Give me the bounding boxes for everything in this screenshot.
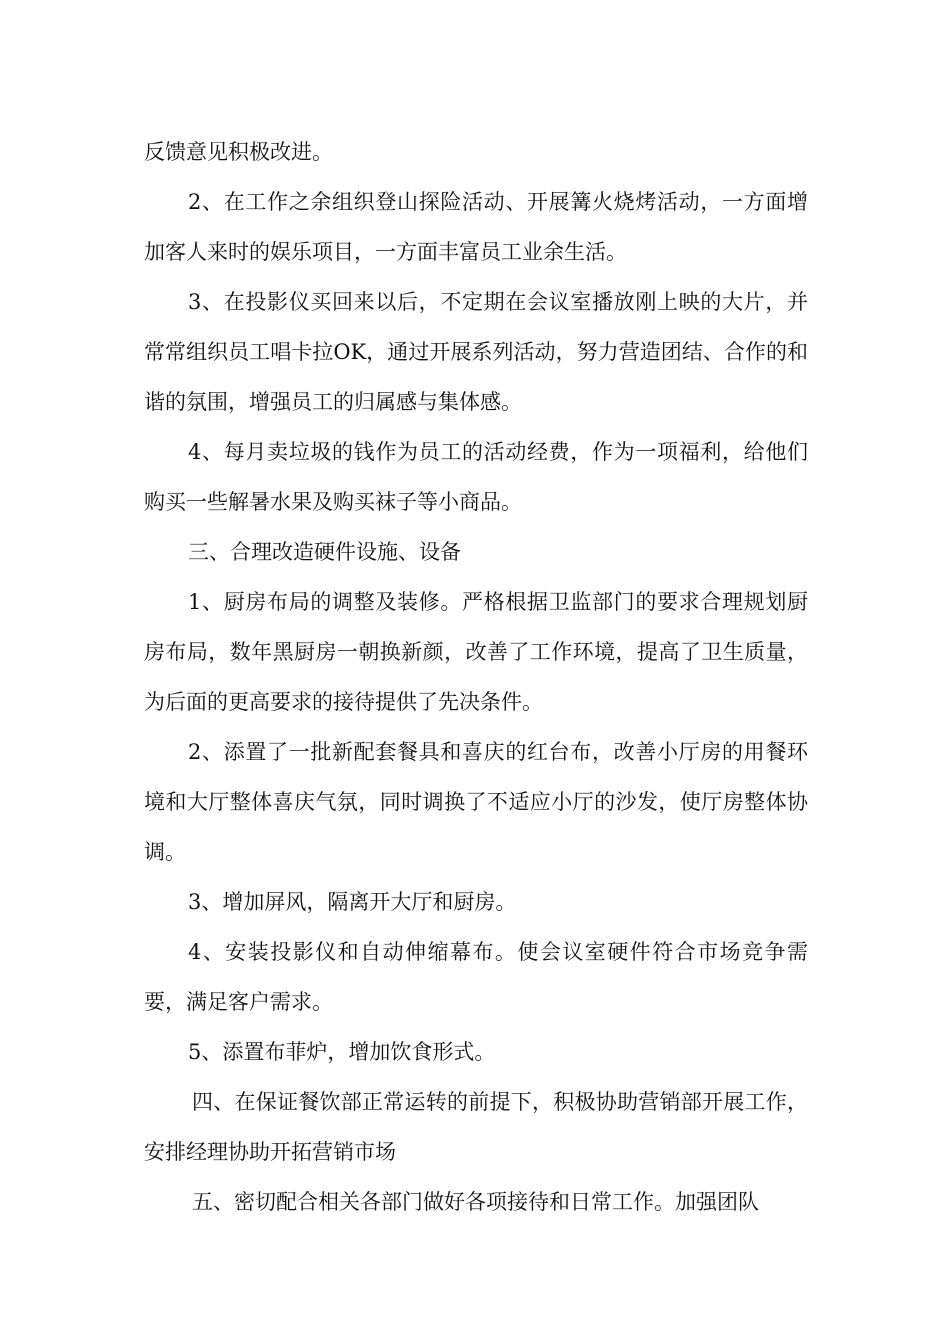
paragraph-item-1-kitchen-renovation: 1、厨房布局的调整及装修。严格根据卫监部门的要求合理规划厨房布局，数年黑厨房一朝换新颜，改善了工作环境，提高了卫生质量，为后面的更高要求的接待提供了先决条件。 bbox=[144, 590, 808, 714]
paragraph-item-3-screen: 3、增加屏风，隔离开大厅和厨房。 bbox=[188, 890, 517, 914]
section-heading-3-hardware: 三、合理改造硬件设施、设备 bbox=[188, 540, 461, 564]
paragraph-feedback-continuation: 反馈意见积极改进。 bbox=[144, 140, 333, 164]
paragraph-item-5-buffet-stove: 5、添置布菲炉，增加饮食形式。 bbox=[188, 1040, 496, 1064]
section-heading-5-cooperation: 五、密切配合相关各部门做好各项接待和日常工作。加强团队 bbox=[192, 1190, 759, 1214]
paragraph-item-3-projector-karaoke: 3、在投影仪买回来以后，不定期在会议室播放刚上映的大片，并常常组织员工唱卡拉OK，通过开展系列活动，努力营造团结、合作的和谐的氛围，增强员工的归属感与集体感。 bbox=[144, 290, 808, 414]
section-heading-4-marketing: 四、在保证餐饮部正常运转的前提下，积极协助营销部开展工作，安排经理协助开拓营销市场 bbox=[144, 1090, 808, 1164]
paragraph-item-2-outdoor-activities: 2、在工作之余组织登山探险活动、开展篝火烧烤活动，一方面增加客人来时的娱乐项目，一方面丰富员工业余生活。 bbox=[144, 190, 808, 264]
document-body bbox=[144, 127, 808, 1227]
paragraph-item-2-tableware: 2、添置了一批新配套餐具和喜庆的红台布，改善小厅房的用餐环境和大厅整体喜庆气氛，同时调换了不适应小厅的沙发，使厅房整体协调。 bbox=[144, 740, 808, 864]
paragraph-item-4-activity-funds: 4、每月卖垃圾的钱作为员工的活动经费，作为一项福利，给他们购买一些解暑水果及购买袜子等小商品。 bbox=[144, 440, 808, 514]
paragraph-item-4-projector-install: 4、安装投影仪和自动伸缩幕布。使会议室硬件符合市场竞争需要，满足客户需求。 bbox=[144, 940, 808, 1014]
